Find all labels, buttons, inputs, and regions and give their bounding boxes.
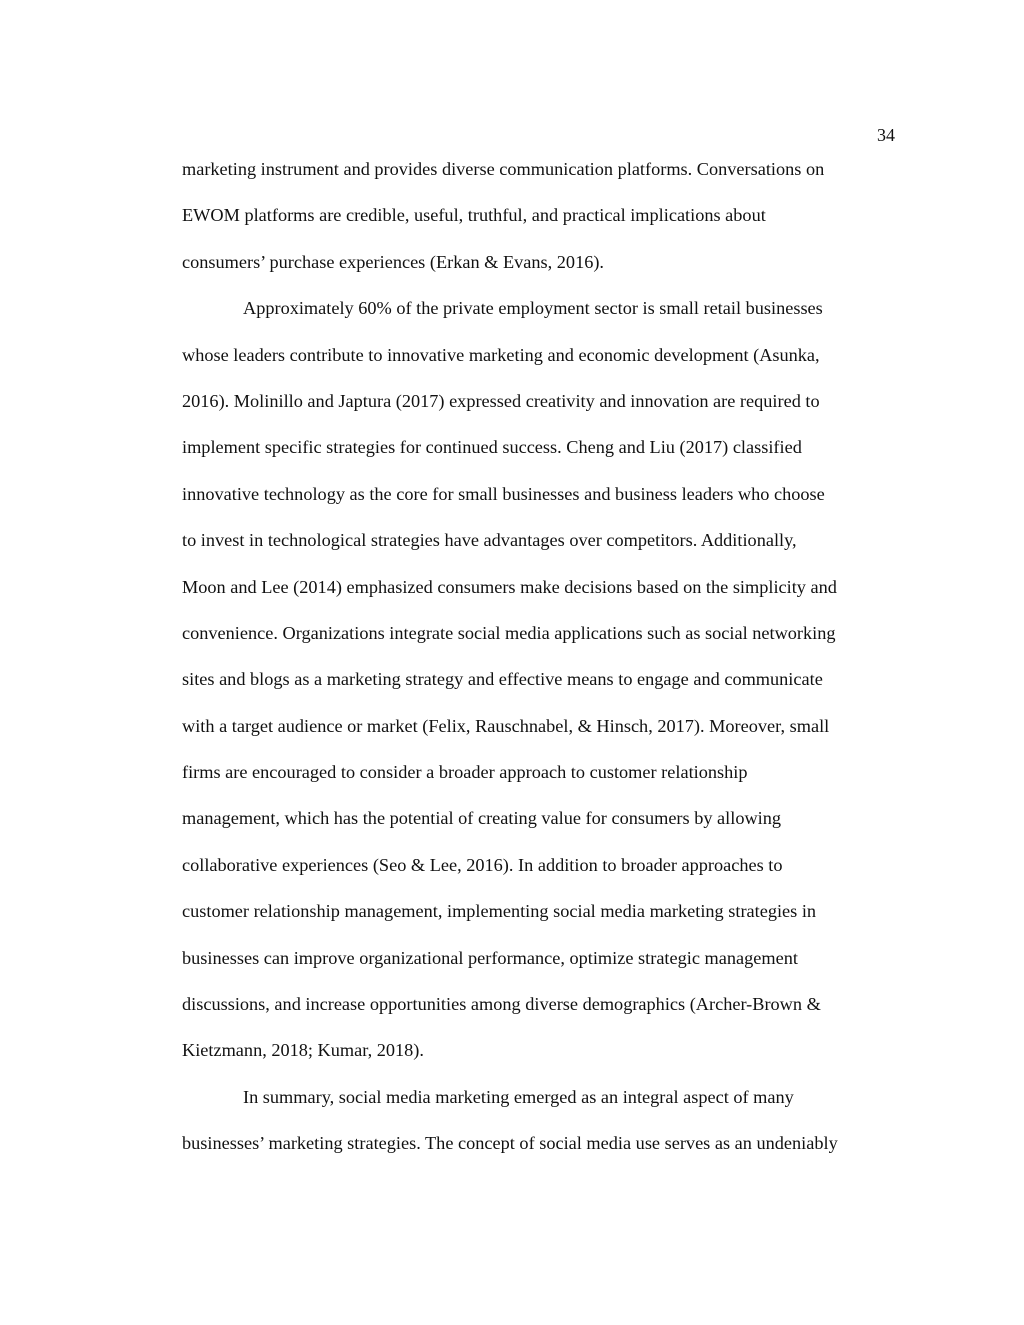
- text-line: consumers’ purchase experiences (Erkan & Evans, 2016).: [182, 251, 605, 272]
- body-text: [182, 146, 904, 1167]
- text-line: businesses can improve organizational performance, optimize strategic management: [182, 947, 798, 968]
- text-line: marketing instrument and provides diverse communication platforms. Conversations on: [182, 159, 825, 179]
- text-line: management, which has the potential of creating value for consumers by allowing: [182, 808, 782, 829]
- text-line: collaborative experiences (Seo & Lee, 2016). In addition to broader approaches to: [182, 854, 783, 875]
- text-line: convenience. Organizations integrate social media applications such as social networking: [182, 622, 836, 643]
- paragraph-first-line: Approximately 60% of the private employment sector is small retail businesses: [243, 298, 823, 319]
- text-line: sites and blogs as a marketing strategy and effective means to engage and communicate: [182, 669, 823, 690]
- paragraph-first-line: In summary, social media marketing emerged as an integral aspect of many: [243, 1086, 794, 1107]
- text-line: Moon and Lee (2014) emphasized consumers make decisions based on the simplicity and: [182, 576, 837, 597]
- text-line: implement specific strategies for continued success. Cheng and Liu (2017) classified: [182, 437, 802, 458]
- text-line: 2016). Molinillo and Japtura (2017) expressed creativity and innovation are required to: [182, 390, 820, 411]
- text-line: to invest in technological strategies have advantages over competitors. Additionally,: [182, 530, 797, 551]
- text-line: innovative technology as the core for small businesses and business leaders who choose: [182, 483, 825, 504]
- text-line: EWOM platforms are credible, useful, truthful, and practical implications about: [182, 205, 766, 226]
- text-line: businesses’ marketing strategies. The concept of social media use serves as an undeniably: [182, 1133, 838, 1154]
- text-line: with a target audience or market (Felix, Rauschnabel, & Hinsch, 2017). Moreover, small: [182, 715, 830, 736]
- text-line: whose leaders contribute to innovative marketing and economic development (Asunka,: [182, 344, 820, 365]
- text-line: Kietzmann, 2018; Kumar, 2018).: [182, 1040, 424, 1061]
- page-number: 34: [877, 125, 895, 145]
- text-line: customer relationship management, implementing social media marketing strategies in: [182, 901, 817, 922]
- text-line: firms are encouraged to consider a broader approach to customer relationship: [182, 762, 748, 783]
- text-line: discussions, and increase opportunities among diverse demographics (Archer-Brown &: [182, 994, 821, 1015]
